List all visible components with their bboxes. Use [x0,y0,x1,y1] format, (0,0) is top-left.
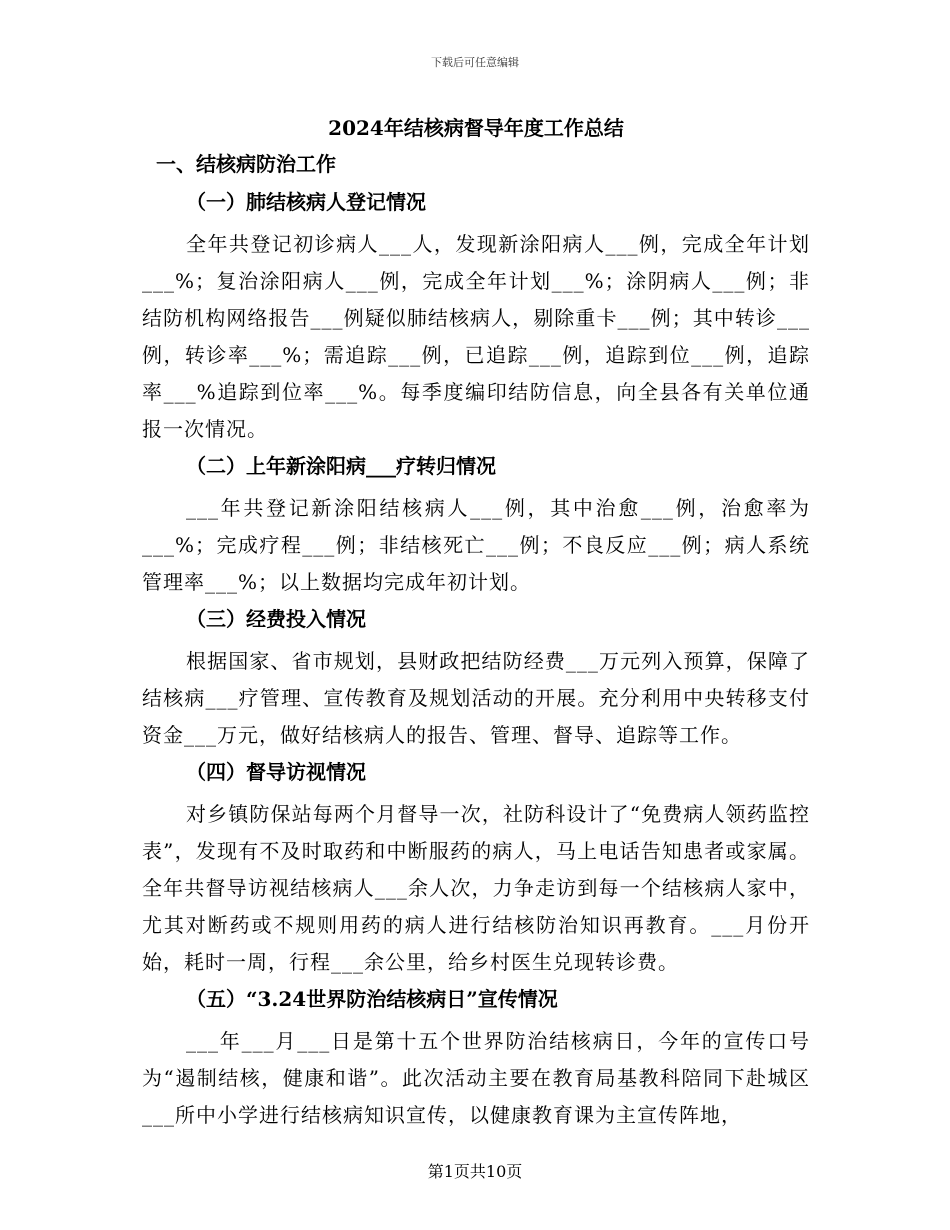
paragraph-registration: 全年共登记初诊病人___人，发现新涂阳病人___例，完成全年计划___%；复治涂阳病人___例，完成全年计划___%；涂阴病人___例；非结防机构网络报告___例疑似肺结核病人，剔除重卡___例；其中转诊___例，转诊率___%；需追踪___例，已追踪___例，追踪到位___例，追踪率___%追踪到位率___%。每季度编印结防信息，向全县各有关单位通报一次情况。 [142,232,810,441]
document-title: 2024年结核病督导年度工作总结 [328,116,624,140]
subsection-heading-4: （四）督导访视情况 [186,760,366,784]
section-heading: 一、结核病防治工作 [156,152,336,176]
subsection-heading-3: （三）经费投入情况 [186,607,366,631]
page-header: 下载后可任意编辑 [431,56,519,69]
page-footer: 第1页共10页 [427,1162,523,1181]
subsection-heading-5: （五）“3.24世界防治结核病日”宣传情况 [186,987,558,1011]
subsection-heading-2: （二）上年新涂阳病___疗转归情况 [186,454,496,478]
document-body [142,114,810,1138]
paragraph-supervision: 对乡镇防保站每两个月督导一次，社防科设计了“免费病人领药监控表”，发现有不及时取药和中断服药的病人，马上电话告知患者或家属。全年共督导访视结核病人___余人次，力争走访到每一个结核病人家中，尤其对断药或不规则用药的病人进行结核防治知识再教育。___月份开始，耗时一周，行程___余公里，给乡村医生兑现转诊费。 [142,802,810,974]
paragraph-publicity: ___年___月___日是第十五个世界防治结核病日，今年的宣传口号为“遏制结核，健康和谐”。此次活动主要在教育局基教科陪同下赴城区___所中小学进行结核病知识宣传，以健康教育课为主宣传阵地， [142,1029,810,1127]
paragraph-funding: 根据国家、省市规划，县财政把结防经费___万元列入预算，保障了结核病___疗管理、宣传教育及规划活动的开展。充分利用中央转移支付资金___万元，做好结核病人的报告、管理、督导、追踪等工作。 [142,649,810,747]
paragraph-outcomes: ___年共登记新涂阳结核病人___例，其中治愈___例，治愈率为___%；完成疗程___例；非结核死亡___例；不良反应___例；病人系统管理率___%；以上数据均完成年初计划。 [142,496,810,594]
subsection-heading-1: （一）肺结核病人登记情况 [186,190,426,214]
